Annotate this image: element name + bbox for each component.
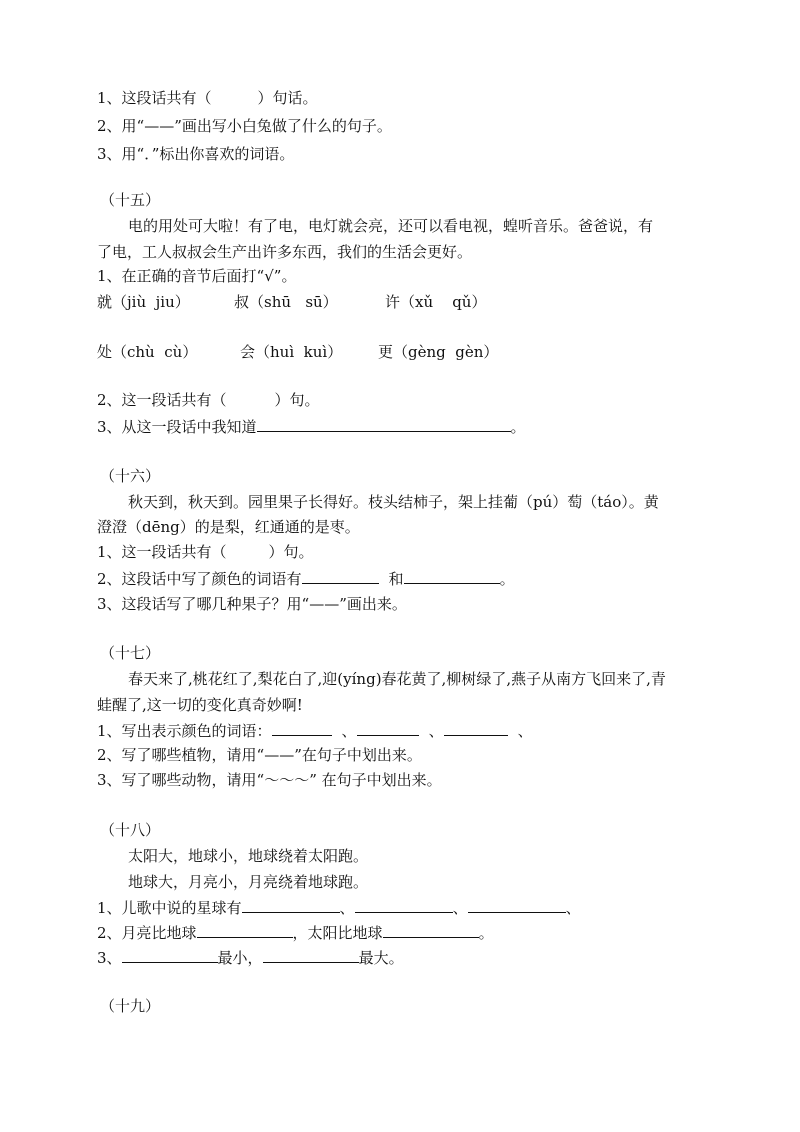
pinyin-choice-chu: 处（chù cù）	[97, 343, 198, 361]
answer-blank[interactable]	[302, 568, 379, 584]
pinyin-choice-xu: 许（xǔ qǔ）	[385, 293, 487, 311]
passage-15-line-2: 了电，工人叔叔会生产出许多东西，我们的生活会更好。	[97, 243, 473, 261]
answer-blank[interactable]	[383, 922, 479, 938]
question-17-1: 1、写出表示颜色的词语： 、 、 、	[97, 722, 533, 740]
passage-17-line-1: 春天来了,桃花红了,梨花白了,迎(yíng)春花黄了,柳树绿了,燕子从南方飞回来了,青	[128, 670, 666, 688]
answer-blank[interactable]	[197, 922, 293, 938]
question-17-2: 2、写了哪些植物，请用“——”在句子中划出来。	[97, 746, 422, 764]
pinyin-choice-shu: 叔（shū sū）	[234, 293, 338, 311]
answer-blank[interactable]	[122, 947, 218, 963]
answer-blank[interactable]	[355, 897, 453, 913]
question-15-2: 2、这一段话共有（ ）句。	[97, 391, 320, 409]
section-title-17: （十七）	[100, 644, 161, 662]
question-15-1: 1、在正确的音节后面打“√”。	[97, 267, 297, 285]
passage-17-line-2: 蛙醒了,这一切的变化真奇妙啊!	[97, 696, 303, 714]
question-16-1: 1、这一段话共有（ ）句。	[97, 543, 314, 561]
question-14-2: 2、用“——”画出写小白兔做了什么的句子。	[97, 117, 392, 135]
rhyme-line-2: 地球大，月亮小，月亮绕着地球跑。	[128, 873, 369, 891]
answer-blank[interactable]	[404, 568, 500, 584]
answer-blank[interactable]	[468, 897, 566, 913]
pinyin-choice-jiu: 就（jiù jiu）	[97, 293, 190, 311]
rhyme-line-1: 太阳大，地球小，地球绕着太阳跑。	[128, 847, 369, 865]
pinyin-choice-hui: 会（huì kuì）	[240, 343, 343, 361]
passage-15-line-1: 电的用处可大啦！有了电，电灯就会亮，还可以看电视，蝗听音乐。爸爸说，有	[128, 217, 654, 235]
passage-16-line-2: 澄澄（dēng）的是梨，红通通的是枣。	[97, 518, 360, 536]
section-title-15: （十五）	[100, 191, 161, 209]
section-title-19: （十九）	[100, 997, 161, 1015]
answer-blank[interactable]	[357, 720, 419, 736]
question-18-2: 2、月亮比地球 ，太阳比地球 。	[97, 924, 494, 942]
question-18-1: 1、儿歌中说的星球有 、 、 、	[97, 899, 581, 917]
section-title-16: （十六）	[100, 467, 161, 485]
answer-blank[interactable]	[242, 897, 340, 913]
question-17-3: 3、写了哪些动物，请用“～～～” 在句子中划出来。	[97, 771, 442, 789]
answer-blank[interactable]	[257, 416, 511, 432]
pinyin-choice-geng: 更（gèng gèn）	[378, 343, 499, 361]
question-14-3: 3、用“．”标出你喜欢的词语。	[97, 145, 295, 163]
section-title-18: （十八）	[100, 821, 161, 839]
question-16-3: 3、这段话写了哪几种果子？用“——”画出来。	[97, 595, 407, 613]
answer-blank[interactable]	[272, 720, 332, 736]
question-15-3: 3、从这一段话中我知道 。	[97, 418, 526, 436]
passage-16-line-1: 秋天到，秋天到。园里果子长得好。枝头结柿子，架上挂葡（pú）萄（táo）。黄	[128, 493, 659, 511]
answer-blank[interactable]	[263, 947, 359, 963]
question-16-2: 2、这段话中写了颜色的词语有 和 。	[97, 570, 515, 588]
question-18-3: 3、 最小， 最大。	[97, 949, 404, 967]
answer-blank[interactable]	[444, 720, 508, 736]
question-14-1: 1、这段话共有（ ）句话。	[97, 89, 318, 107]
